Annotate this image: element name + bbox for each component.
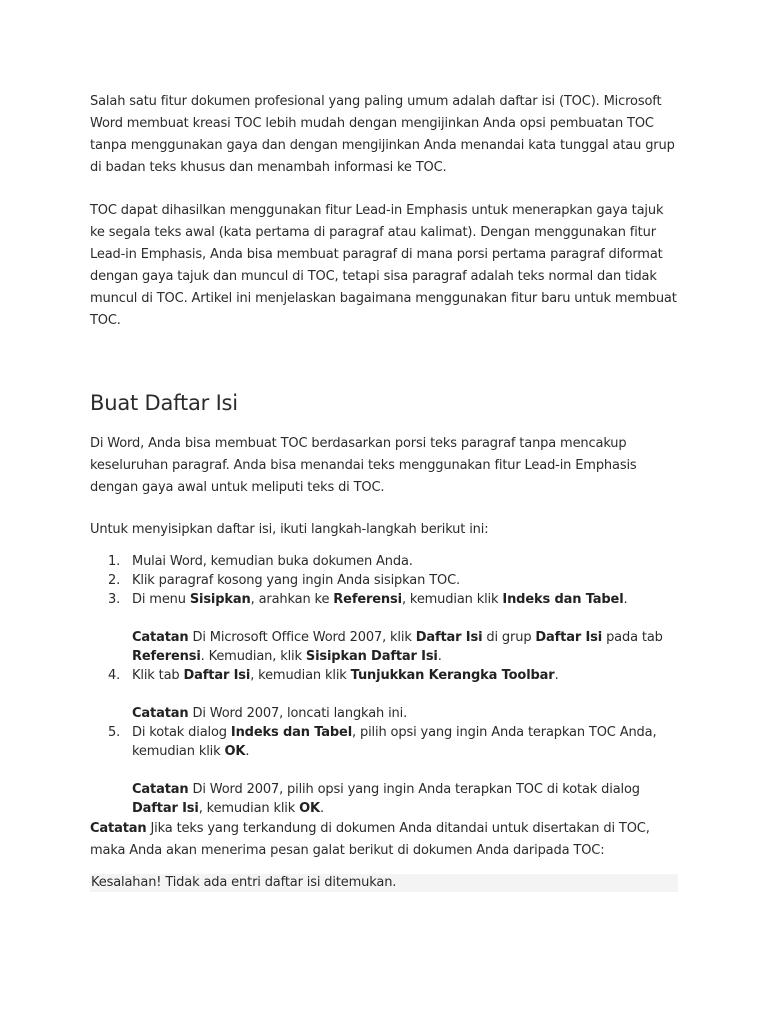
text-run: . <box>554 668 559 683</box>
text-run: Di Microsoft Office Word 2007, klik <box>188 630 416 645</box>
bold-term: Referensi <box>132 649 201 664</box>
text-run: , kemudian klik <box>198 801 300 816</box>
text-run: Di Word 2007, pilih opsi yang ingin Anda terapkan TOC di kotak dialog <box>188 782 640 797</box>
bold-term: Tunjukkan Kerangka Toolbar <box>350 668 555 683</box>
text-run: , kemudian klik <box>250 668 351 683</box>
document-body <box>90 91 680 890</box>
text-run: . Kemudian, klik <box>200 649 306 664</box>
steps-list <box>90 552 680 818</box>
bold-term: Daftar Isi <box>415 630 483 645</box>
step-note <box>132 704 680 723</box>
text-run: . <box>437 649 442 664</box>
text-run: Di kotak dialog <box>132 725 231 740</box>
text-run: Klik tab <box>132 668 184 683</box>
list-item <box>90 590 680 666</box>
bold-term: OK <box>224 744 246 759</box>
bold-term: Indeks dan Tabel <box>230 725 353 740</box>
text-run: pada tab <box>602 630 663 645</box>
list-item <box>90 723 680 818</box>
note-label: Catatan <box>132 630 189 645</box>
bold-term: Sisipkan Daftar Isi <box>305 649 438 664</box>
list-item <box>90 666 680 723</box>
note-label: Catatan <box>132 782 189 797</box>
intro-paragraph-2: TOC dapat dihasilkan menggunakan fitur Lead-in Emphasis untuk menerapkan gaya tajuk ke segala teks awal (kata pertama di paragraf atau kalimat). Dengan menggunakan fitur Lead-in Emphasis, Anda bisa membuat paragraf di mana porsi pertama paragraf diformat dengan gaya tajuk dan muncul di TOC, tetapi sisa paragraf adalah teks normal dan tidak muncul di TOC. Artikel ini menjelaskan bagaimana menggunakan fitur baru untuk membuat TOC. <box>90 203 677 328</box>
list-item-number: 2. <box>108 573 121 588</box>
bold-term: Indeks dan Tabel <box>502 592 624 607</box>
text-run: Di menu <box>132 592 190 607</box>
section-heading: Buat Daftar Isi <box>90 391 238 415</box>
list-item-number: 1. <box>108 554 121 569</box>
list-item-number: 4. <box>108 668 121 683</box>
step-note <box>132 780 680 818</box>
list-item <box>90 552 680 571</box>
section-content <box>90 433 680 892</box>
bold-term: OK <box>299 801 320 816</box>
list-item-text: Klik paragraf kosong yang ingin Anda sisipkan TOC. <box>132 573 460 588</box>
final-note <box>90 818 680 862</box>
list-item-number: 3. <box>108 592 121 607</box>
list-item-number: 5. <box>108 725 121 740</box>
steps-intro: Untuk menyisipkan daftar isi, ikuti langkah-langkah berikut ini: <box>90 522 489 537</box>
text-run: , pilih opsi yang ingin Anda terapkan TOC Anda, kemudian klik <box>132 725 657 759</box>
step-note <box>132 628 680 666</box>
text-run: di grup <box>482 630 536 645</box>
bold-term: Daftar Isi <box>183 668 251 683</box>
bold-term: Referensi <box>333 592 402 607</box>
bold-term: Daftar Isi <box>535 630 603 645</box>
text-run: , arahkan ke <box>250 592 334 607</box>
note-label: Catatan <box>90 821 147 836</box>
note-label: Catatan <box>132 706 189 721</box>
text-run: . <box>623 592 628 607</box>
text-run: , kemudian klik <box>401 592 503 607</box>
text-run: . <box>319 801 324 816</box>
text-run: Jika teks yang terkandung di dokumen Anda ditandai untuk disertakan di TOC, maka Anda akan menerima pesan galat berikut di dokumen Anda daripada TOC: <box>90 821 650 858</box>
list-item-text: Mulai Word, kemudian buka dokumen Anda. <box>132 554 413 569</box>
bold-term: Sisipkan <box>189 592 251 607</box>
text-run: Di Word 2007, loncati langkah ini. <box>188 706 408 721</box>
bold-term: Daftar Isi <box>132 801 199 816</box>
list-item <box>90 571 680 590</box>
error-message-box: Kesalahan! Tidak ada entri daftar isi ditemukan. <box>90 874 678 892</box>
text-run: . <box>245 744 250 759</box>
section-paragraph-1: Di Word, Anda bisa membuat TOC berdasarkan porsi teks paragraf tanpa mencakup keseluruhan paragraf. Anda bisa menandai teks menggunakan fitur Lead-in Emphasis dengan gaya awal untuk meliputi teks di TOC. <box>90 436 637 495</box>
intro-paragraph-1: Salah satu fitur dokumen profesional yang paling umum adalah daftar isi (TOC). Microsoft Word membuat kreasi TOC lebih mudah dengan mengijinkan Anda opsi pembuatan TOC tanpa menggunakan gaya dan dengan mengijinkan Anda menandai kata tunggal atau grup di badan teks khusus dan menambah informasi ke TOC. <box>90 94 675 175</box>
